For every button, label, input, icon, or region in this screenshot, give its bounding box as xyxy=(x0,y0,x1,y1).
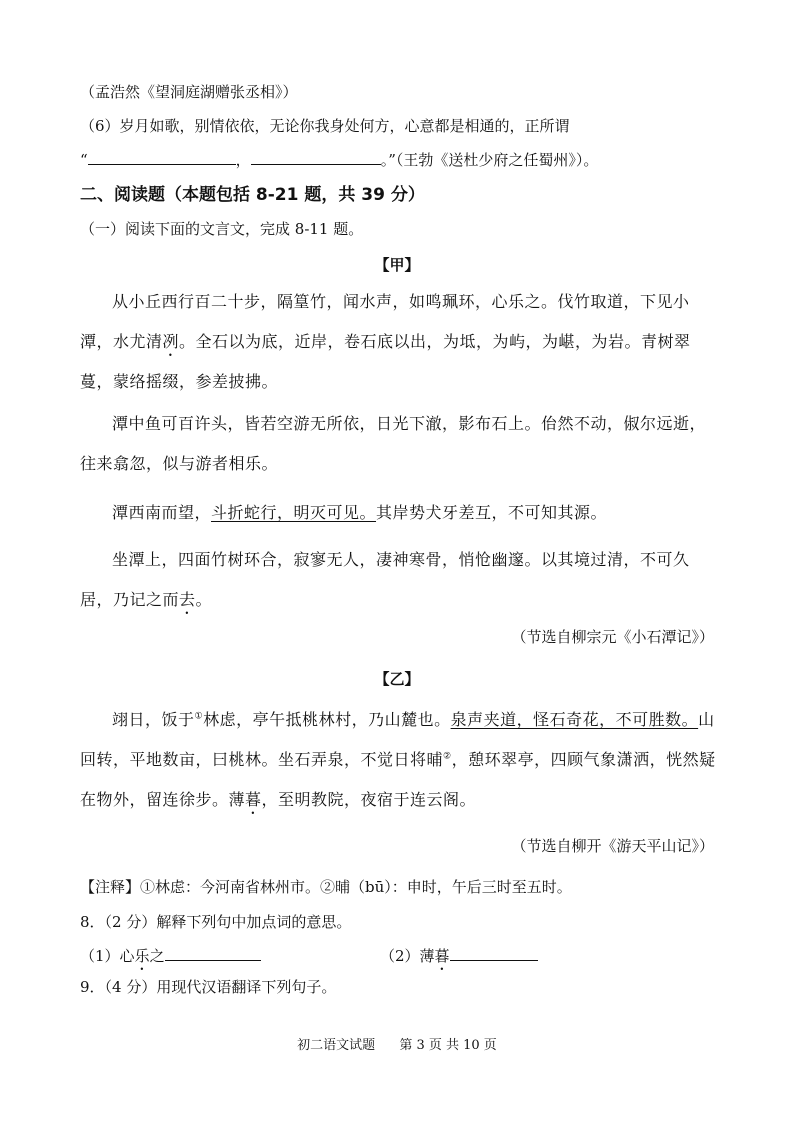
text-segment: 潭西南而望， xyxy=(112,503,212,522)
question-9-stem: 9．（4 分）用现代汉语翻译下列句子。 xyxy=(80,978,337,996)
passage-yi-paragraph xyxy=(80,700,720,820)
question-8-stem: 8．（2 分）解释下列句中加点词的意思。 xyxy=(80,913,352,931)
footer-subject: 初二语文试题 xyxy=(297,1038,376,1053)
item-label: （2）薄 xyxy=(380,947,435,965)
footnote-marker-2: ② xyxy=(443,751,452,762)
text-segment: 从小丘西行百二十步，隔篁竹，闻水声，如鸣珮环，心乐之。伐竹取道，下见小潭，水尤清 xyxy=(80,292,690,351)
text-segment: 山回转，平地数亩，曰桃林。坐石弄泉，不觉日将晡 xyxy=(80,710,715,769)
answer-blank-q8-1[interactable] xyxy=(165,944,261,961)
passage-yi-source: （节选自柳开《游天平山记》） xyxy=(511,837,714,855)
open-quote: “ xyxy=(80,151,88,169)
dotted-word: 去 xyxy=(179,590,196,609)
footer-page-number: 第 3 页 共 10 页 xyxy=(399,1038,497,1053)
dotted-word: 冽 xyxy=(162,332,180,351)
section-heading: 二、阅读题（本题包括 8-21 题，共 39 分） xyxy=(80,185,425,205)
underlined-sentence: 泉声夹道，怪石奇花，不可胜数。 xyxy=(450,710,699,729)
dotted-word: 乐 xyxy=(134,947,150,965)
answer-blank-q8-2[interactable] xyxy=(450,944,538,961)
comma: ， xyxy=(235,151,251,169)
item-label: 之 xyxy=(149,947,165,965)
text-segment: ，憩环翠亭，四顾气象潇洒，恍然疑在物外，留连徐步。薄 xyxy=(80,750,716,809)
poem-source-line: （孟浩然《望洞庭湖赠张丞相》） xyxy=(80,83,298,101)
question-6-fill-line xyxy=(80,148,714,170)
text-segment: 其岸势犬牙差互，不可知其源。 xyxy=(376,503,608,522)
item-label: （1）心 xyxy=(80,947,135,965)
question-8-items xyxy=(80,944,714,974)
text-segment: 林虑，亭午抵桃林村，乃山麓也。 xyxy=(203,710,451,729)
passage-jia-paragraph-2: 潭中鱼可百许头，皆若空游无所依，日光下澈，影布石上。佁然不动，俶尔远逝，往来翕忽，似与游者相乐。 xyxy=(80,414,707,473)
question-8-item-1 xyxy=(80,947,261,965)
answer-blank-2[interactable] xyxy=(251,148,381,165)
passage-jia-source: （节选自柳宗元《小石潭记》） xyxy=(511,628,714,646)
passage-jia-paragraph-4 xyxy=(80,540,720,620)
text-segment: ，至明教院，夜宿于连云阁。 xyxy=(261,790,477,809)
text-segment: 坐潭上，四面竹树环合，寂寥无人，凄神寒骨，悄怆幽邃。以其境过清，不可久居，乃记之而 xyxy=(80,550,690,609)
text-segment: 。全石以为底，近岸，卷石底以出，为坻，为屿，为嵁，为岩。青树翠蔓，蒙络摇缀，参差披拂。 xyxy=(80,332,691,391)
dotted-word: 暮 xyxy=(245,790,262,809)
text-segment: 翊日，饭于 xyxy=(112,710,195,729)
page-footer xyxy=(0,1034,794,1053)
annotation-note: 【注释】①林虑：今河南省林州市。②晡（bū）：申时，午后三时至五时。 xyxy=(80,878,572,896)
answer-blank-1[interactable] xyxy=(88,148,236,165)
text-segment: 。 xyxy=(195,590,213,609)
passage-jia-title: 【甲】 xyxy=(374,256,420,274)
passage-yi-title: 【乙】 xyxy=(374,670,420,688)
passage-jia-paragraph-1 xyxy=(80,282,720,402)
dotted-word: 暮 xyxy=(434,947,450,965)
question-6-text: （6）岁月如歌，别情依依，无论你我身处何方，心意都是相通的，正所谓 xyxy=(80,117,570,135)
passage-jia-paragraph-3 xyxy=(80,493,720,533)
underlined-sentence: 斗折蛇行，明灭可见。 xyxy=(211,503,377,522)
footnote-marker-1: ① xyxy=(194,711,204,722)
poem-citation: 。”（王勃《送杜少府之任蜀州》）。 xyxy=(380,151,599,169)
section-intro: （一）阅读下面的文言文，完成 8-11 题。 xyxy=(80,220,364,238)
question-8-item-2 xyxy=(380,944,538,974)
